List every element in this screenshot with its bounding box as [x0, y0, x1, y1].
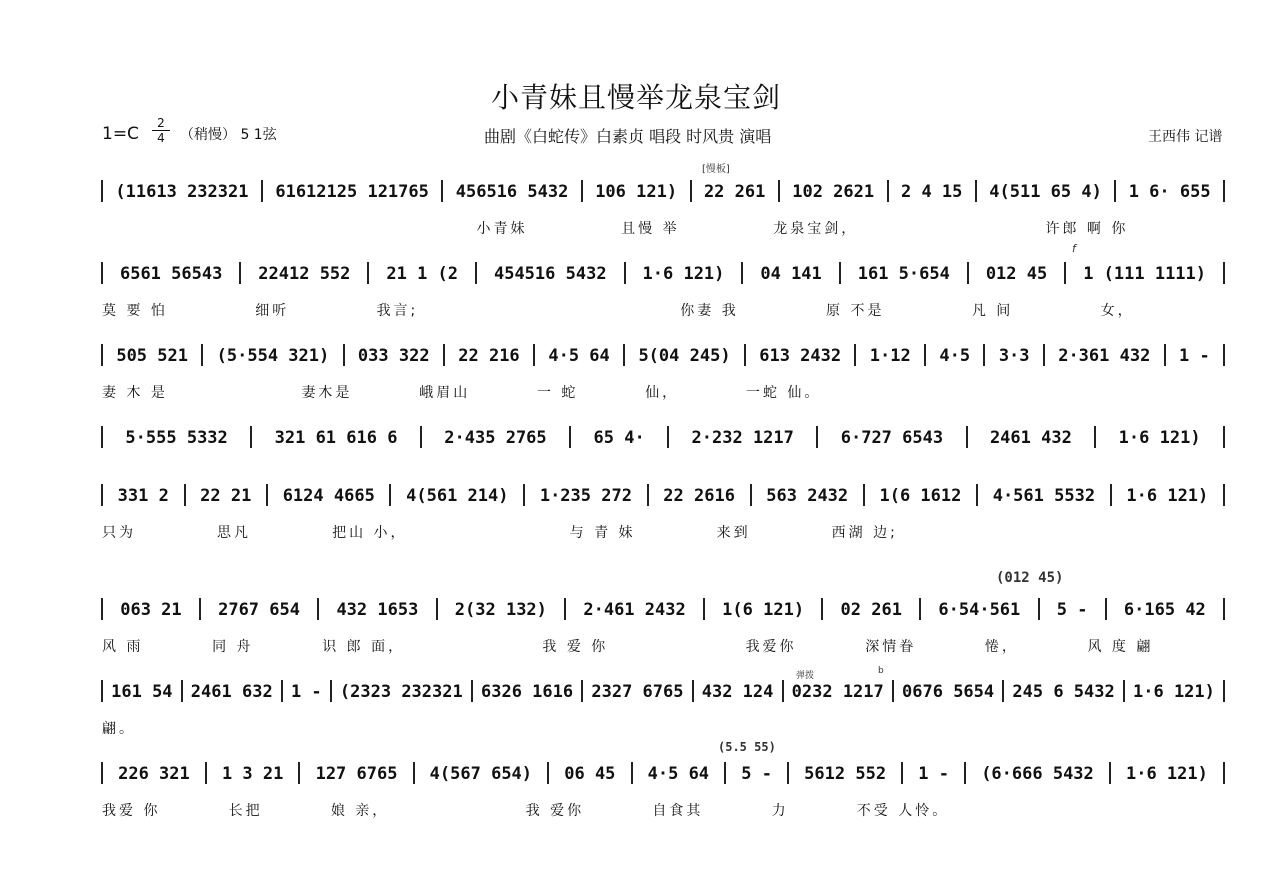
lyric — [827, 718, 926, 738]
measure: 432 124 — [701, 682, 774, 702]
barline — [261, 180, 263, 202]
barline — [581, 680, 583, 702]
measure: 1 - — [918, 764, 949, 784]
lyric: 深情眷 — [865, 639, 917, 655]
measure: 22412 552 — [258, 264, 351, 284]
notation-row — [98, 680, 1228, 703]
barline — [581, 180, 583, 202]
lyric — [432, 718, 531, 738]
measure: 6124 4665 — [282, 486, 375, 506]
lyric — [1025, 718, 1124, 738]
barline — [667, 426, 669, 448]
lyric: 一 蛇 — [536, 385, 579, 401]
barline — [854, 344, 856, 366]
lyric: 原 不是 — [826, 303, 885, 319]
lyric: 娘 亲， — [330, 803, 390, 819]
lyric: 同 舟 — [212, 639, 254, 655]
lyric: 女， — [1100, 303, 1135, 319]
lyrics-row — [102, 522, 1222, 542]
lyric — [531, 718, 630, 738]
barline — [782, 680, 784, 702]
measure: 2·232 1217 — [691, 428, 794, 448]
barline — [1002, 680, 1004, 702]
notation-row — [98, 598, 1228, 621]
measure: 063 21 — [120, 600, 182, 620]
lyric: 只为 — [102, 525, 136, 541]
barline — [101, 484, 103, 506]
notation-row — [98, 180, 1228, 203]
lyric — [1155, 382, 1222, 402]
barline — [1123, 680, 1125, 702]
lyric — [1022, 382, 1089, 402]
measure: 22 21 — [200, 486, 252, 506]
measure: 1·6 121) — [1126, 486, 1209, 506]
measure: (5·554 321) — [216, 346, 330, 366]
barline — [201, 344, 203, 366]
measure: 6326 1616 — [480, 682, 574, 702]
barline — [863, 484, 865, 506]
lyric: 许郎 啊 你 — [1045, 221, 1129, 237]
measure: 6561 56543 — [119, 264, 223, 284]
lyrics-row — [102, 718, 1222, 738]
lyric: 思凡 — [217, 525, 252, 541]
barline — [205, 762, 207, 784]
measure: 161 5·654 — [857, 264, 950, 284]
notation-row — [98, 262, 1228, 285]
barline — [690, 180, 692, 202]
measure: 454516 5432 — [493, 264, 607, 284]
lyrics-row — [102, 636, 1222, 656]
measure: 1·6 121) — [1125, 764, 1208, 784]
measure: (2323 232321 — [339, 682, 463, 702]
barline — [1223, 262, 1225, 284]
barline — [184, 484, 186, 506]
lyric: 识 郎 面， — [322, 639, 406, 655]
measure: 6·165 42 — [1123, 600, 1206, 620]
lyric: 峨眉山 — [419, 385, 471, 401]
lyric: 风 雨 — [102, 639, 144, 655]
measure: 226 321 — [118, 764, 190, 784]
lyric — [1088, 382, 1155, 402]
measure: 505 521 — [116, 346, 188, 366]
notation-row — [98, 426, 1228, 449]
lyric — [979, 522, 1060, 542]
subtitle: 曲剧《白蛇传》白素贞 唱段 时风贵 演唱 — [484, 127, 772, 146]
barline — [564, 598, 566, 620]
notation-row — [98, 344, 1228, 367]
barline — [181, 680, 183, 702]
barline — [266, 484, 268, 506]
lyrics-row — [102, 218, 1222, 238]
measure: 1 3 21 — [221, 764, 284, 784]
measure: 3·3 — [998, 346, 1030, 366]
barline — [239, 262, 241, 284]
lyric: 且慢 举 — [621, 221, 680, 237]
lyric: 我言; — [376, 303, 419, 319]
measure: 02 261 — [840, 600, 902, 620]
measure: 61612125 121765 — [275, 182, 429, 202]
time-signature — [152, 116, 170, 145]
barline — [101, 680, 103, 702]
barline — [1223, 762, 1225, 784]
barline — [413, 762, 415, 784]
barline — [724, 762, 726, 784]
barline — [967, 262, 969, 284]
measure: 1 - — [1179, 346, 1210, 366]
barline — [741, 262, 743, 284]
barline — [367, 262, 369, 284]
measure: 1·235 272 — [539, 486, 632, 506]
measure: 06 45 — [564, 764, 616, 784]
barline — [343, 344, 345, 366]
lyric — [235, 718, 334, 738]
lyric: 妻木是 — [301, 385, 353, 401]
barline — [199, 598, 201, 620]
barline — [101, 180, 103, 202]
lyric — [102, 218, 196, 238]
lyric — [1086, 800, 1154, 820]
measure: 127 6765 — [315, 764, 398, 784]
lyric — [926, 718, 1025, 738]
measure: 21 1 (2 — [386, 264, 459, 284]
barline — [101, 344, 103, 366]
lyrics-row — [102, 300, 1222, 320]
barline — [1038, 598, 1040, 620]
tempo-change-mark: [慢板] — [702, 164, 730, 175]
measure: 4·561 5532 — [992, 486, 1096, 506]
measure: 1·6 121) — [1133, 682, 1215, 702]
measure: 2461 432 — [989, 428, 1072, 448]
measure: 331 2 — [117, 486, 169, 506]
lyric — [458, 800, 526, 820]
lyric — [1123, 718, 1222, 738]
barline — [1223, 180, 1225, 202]
barline — [1094, 426, 1096, 448]
lyric — [289, 218, 383, 238]
lyric: 你妻 我 — [680, 303, 739, 319]
barline — [901, 762, 903, 784]
measure: 0676 5654 — [902, 682, 995, 702]
measure: 4(561 214) — [406, 486, 509, 506]
dynamic-mark: f — [1072, 242, 1076, 255]
lyric: 惓， — [984, 639, 1019, 655]
measure: 22 216 — [458, 346, 520, 366]
measure: 1·6 121) — [642, 264, 725, 284]
barline — [420, 426, 422, 448]
barline — [1223, 484, 1225, 506]
measure: (6·666 5432 — [981, 764, 1094, 784]
measure: 4(567 654) — [429, 764, 533, 784]
lyric: 我爱 你 — [102, 803, 161, 819]
barline — [475, 262, 477, 284]
flat-mark: b — [878, 666, 884, 676]
measure: 245 6 5432 — [1012, 682, 1115, 702]
lyric — [728, 718, 827, 738]
lyric — [489, 522, 570, 542]
measure: 1·12 — [869, 346, 911, 366]
lyric: 不受 人怜。 — [856, 803, 950, 819]
barline — [703, 598, 705, 620]
lyric — [888, 382, 955, 402]
measure: 033 322 — [357, 346, 430, 366]
meter-bottom: 4 — [152, 130, 170, 145]
barline — [298, 762, 300, 784]
measure: 102 2621 — [792, 182, 875, 202]
barline — [101, 262, 103, 284]
measure: 5 - — [741, 764, 772, 784]
lyric — [1141, 522, 1222, 542]
barline — [443, 344, 445, 366]
lyric: 力 — [771, 803, 789, 819]
barline — [101, 762, 103, 784]
barline — [1223, 680, 1225, 702]
barline — [976, 484, 978, 506]
lyric — [1154, 800, 1222, 820]
barline — [1223, 344, 1225, 366]
barline — [816, 426, 818, 448]
barline — [569, 426, 571, 448]
lyric: 龙泉宝剑， — [773, 221, 859, 237]
measure: 5(04 245) — [638, 346, 731, 366]
lyrics-row — [102, 382, 1222, 402]
measure: 613 2432 — [759, 346, 842, 366]
measure: 2·435 2765 — [444, 428, 547, 448]
barline — [623, 344, 625, 366]
measure: 1 6· 655 — [1128, 182, 1211, 202]
measure: 4·5 64 — [548, 346, 610, 366]
barline — [966, 426, 968, 448]
barline — [787, 762, 789, 784]
lyric — [1060, 522, 1141, 542]
barline — [821, 598, 823, 620]
barline — [975, 180, 977, 202]
measure: 1(6 1612 — [879, 486, 962, 506]
measure: 4·5 — [939, 346, 971, 366]
barline — [441, 180, 443, 202]
barline — [744, 344, 746, 366]
barline — [1223, 426, 1225, 448]
lyric: 自食其 — [652, 803, 704, 819]
lyric — [955, 382, 1022, 402]
lyric: 来到 — [716, 525, 751, 541]
barline — [317, 598, 319, 620]
measure: 106 121) — [595, 182, 678, 202]
barline — [839, 262, 841, 284]
measure: 5612 552 — [804, 764, 887, 784]
barline — [471, 680, 473, 702]
barline — [919, 598, 921, 620]
barline — [1043, 344, 1045, 366]
barline — [750, 484, 752, 506]
lyric — [196, 218, 290, 238]
barline — [887, 180, 889, 202]
barline — [533, 344, 535, 366]
measure: 6·54·561 — [938, 600, 1021, 620]
notator-credit: 王西伟 记谱 — [1148, 129, 1223, 145]
measure: (11613 232321 — [115, 182, 249, 202]
barline — [436, 598, 438, 620]
measure: 4·5 64 — [647, 764, 710, 784]
key-signature: 1=C — [102, 124, 139, 144]
barline — [647, 484, 649, 506]
barline — [1105, 598, 1107, 620]
barline — [1114, 180, 1116, 202]
lyric: 凡 间 — [971, 303, 1014, 319]
measure: 04 141 — [760, 264, 822, 284]
measure: 1 - — [290, 682, 322, 702]
lyric — [333, 718, 432, 738]
lyric: 西湖 边; — [831, 525, 898, 541]
lyric: 我 爱 你 — [542, 639, 609, 655]
measure: 6·727 6543 — [840, 428, 944, 448]
measure: 161 54 — [111, 682, 173, 702]
barline — [1064, 262, 1066, 284]
barline — [101, 598, 103, 620]
measure: 2767 654 — [218, 600, 300, 620]
measure: 012 45 — [985, 264, 1048, 284]
measure: 22 2616 — [663, 486, 735, 506]
barline — [389, 484, 391, 506]
measure: 432 1653 — [336, 600, 419, 620]
measure: 2327 6765 — [591, 682, 684, 702]
lyric — [506, 300, 593, 320]
lyric: 我爱你 — [745, 639, 797, 655]
lyric: 长把 — [228, 803, 263, 819]
accompaniment-cue: (5.5 55) — [718, 740, 776, 754]
barline — [330, 680, 332, 702]
measure: 1 (111 1111) — [1083, 264, 1207, 284]
measure: 563 2432 — [766, 486, 849, 506]
lyrics-row — [102, 800, 1222, 820]
barline — [281, 680, 283, 702]
measure: 1(6 121) — [722, 600, 805, 620]
lyric: 妻 木 是 — [102, 385, 168, 401]
lyric — [235, 382, 302, 402]
page-title: 小青妹且慢举龙泉宝剑 — [490, 81, 781, 114]
meter-top: 2 — [157, 116, 165, 130]
barline — [924, 344, 926, 366]
measure: 4(511 65 4) — [989, 182, 1102, 202]
barline — [1223, 598, 1225, 620]
measure: 2·461 2432 — [583, 600, 686, 620]
barline — [624, 262, 626, 284]
measure: 65 4· — [593, 428, 645, 448]
lyric: 细听 — [255, 303, 290, 319]
measure: 321 61 616 6 — [274, 428, 398, 448]
measure: 2 4 15 — [900, 182, 963, 202]
barline — [983, 344, 985, 366]
lyric: 风 度 翩 — [1087, 639, 1154, 655]
barline — [964, 762, 966, 784]
barline — [101, 426, 103, 448]
lyric: 仙， — [645, 385, 680, 401]
barline — [1110, 484, 1112, 506]
lyric — [677, 636, 746, 656]
measure: 2(32 132) — [454, 600, 547, 620]
accompaniment-cue: (012 45) — [996, 570, 1064, 586]
lyric: 莫 要 怕 — [102, 303, 168, 319]
lyric: 把山 小， — [332, 525, 408, 541]
measure: 2·361 432 — [1058, 346, 1151, 366]
lyric — [1017, 800, 1085, 820]
barline — [523, 484, 525, 506]
barline — [1164, 344, 1166, 366]
lyric — [952, 218, 1046, 238]
barline — [631, 762, 633, 784]
measure: 5·555 5332 — [125, 428, 228, 448]
notation-row — [98, 484, 1228, 507]
lyric: 我 爱你 — [525, 803, 585, 819]
instrument-mark: 弹拨 — [796, 671, 815, 681]
lyric — [630, 718, 729, 738]
measure: 22 261 — [703, 182, 766, 202]
measure: 1·6 121) — [1118, 428, 1201, 448]
barline — [1109, 762, 1111, 784]
measure: 456516 5432 — [455, 182, 569, 202]
lyric — [383, 218, 477, 238]
barline — [547, 762, 549, 784]
lyric — [593, 300, 680, 320]
barline — [778, 180, 780, 202]
measure: 0232 1217 — [791, 682, 884, 702]
measure: 2461 632 — [190, 682, 273, 702]
barline — [692, 680, 694, 702]
lyric: 与 青 妹 — [569, 525, 636, 541]
lyric: 一蛇 仙。 — [745, 385, 822, 401]
measure: 5 - — [1056, 600, 1088, 620]
lyric: 翩。 — [102, 721, 136, 737]
barline — [892, 680, 894, 702]
notation-row — [98, 762, 1228, 785]
barline — [250, 426, 252, 448]
lyric: 小青妹 — [476, 221, 528, 237]
lyric — [474, 636, 543, 656]
tempo-marking: （稍慢） 5 1弦 — [180, 127, 277, 143]
